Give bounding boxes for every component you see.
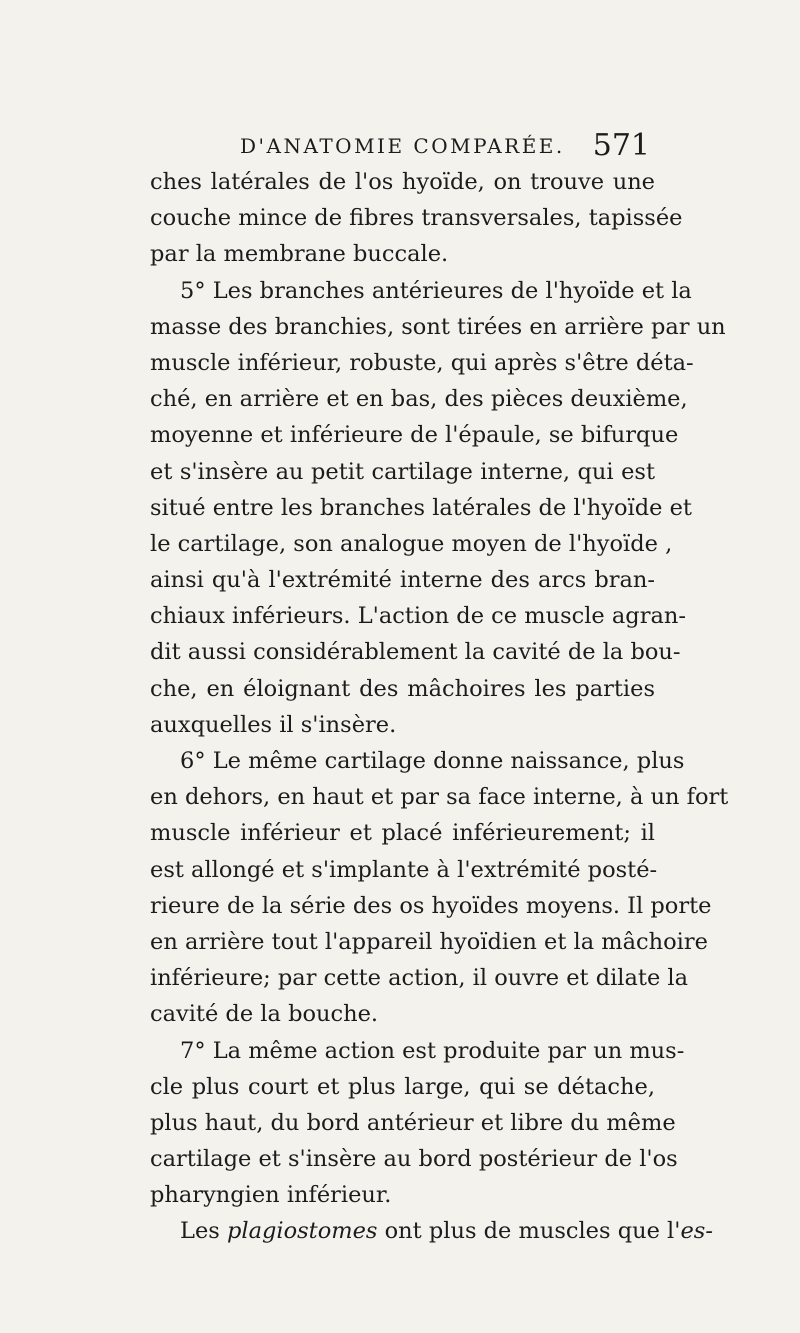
page-number: 571 xyxy=(592,128,650,163)
final-line-middle: ont plus de muscles que l' xyxy=(377,1218,681,1245)
text-line-20: est allongé et s'implante à l'extrémité posté- xyxy=(150,856,658,883)
text-line-8: moyenne et inférieure de l'épaule, se bifurque xyxy=(150,422,679,449)
text-line-10: situé entre les branches latérales de l'hyoïde et xyxy=(150,494,692,521)
text-line-23: inférieure; par cette action, il ouvre et dilate la xyxy=(150,965,689,992)
text-line-17: 6° Le même cartilage donne naissance, plus xyxy=(180,748,685,774)
text-line-6: muscle inférieur, robuste, qui après s'être déta- xyxy=(150,349,694,376)
text-line-19: muscle inférieur et placé inférieurement; il xyxy=(150,820,655,847)
text-line-14: dit aussi considérablement la cavité de la bou- xyxy=(150,639,681,666)
text-line-30 xyxy=(150,1213,713,1249)
final-line-prefix: Les xyxy=(180,1218,227,1245)
final-line-italic: plagiostomes xyxy=(226,1218,378,1245)
text-line-11: le cartilage, son analogue moyen de l'hyoïde , xyxy=(150,530,673,557)
text-line-28: cartilage et s'insère au bord postérieur de l'os xyxy=(150,1146,678,1173)
text-line-16: auxquelles il s'insère. xyxy=(150,711,397,738)
running-head-title: D'ANATOMIE COMPARÉE. xyxy=(240,134,565,158)
text-line-29: pharyngien inférieur. xyxy=(150,1182,392,1209)
text-line-27: plus haut, du bord antérieur et libre du même xyxy=(150,1109,676,1136)
final-line-italic-end: es- xyxy=(680,1218,713,1245)
text-line-18: en dehors, en haut et par sa face interne, à un fort xyxy=(150,784,729,811)
text-line-12: ainsi qu'à l'extrémité interne des arcs bran- xyxy=(150,567,655,594)
text-line-3: par la membrane buccale. xyxy=(150,241,449,268)
text-line-24: cavité de la bouche. xyxy=(150,1001,379,1028)
text-line-2: couche mince de fibres transversales, tapissée xyxy=(150,205,683,232)
text-line-15: che, en éloignant des mâchoires les parties xyxy=(150,675,655,702)
text-line-21: rieure de la série des os hyoïdes moyens. Il porte xyxy=(150,892,712,919)
text-line-7: ché, en arrière et en bas, des pièces deuxième, xyxy=(150,386,688,413)
text-line-26: cle plus court et plus large, qui se détache, xyxy=(150,1073,655,1100)
text-line-25: 7° La même action est produite par un mus- xyxy=(180,1037,685,1064)
text-line-1: ches latérales de l'os hyoïde, on trouve une xyxy=(150,169,655,195)
body-text xyxy=(150,164,729,1250)
running-head xyxy=(0,128,800,168)
text-line-5: masse des branchies, sont tirées en arrière par un xyxy=(150,313,726,340)
text-line-9: et s'insère au petit cartilage interne, qui est xyxy=(150,458,655,485)
text-line-13: chiaux inférieurs. L'action de ce muscle agran- xyxy=(150,603,686,630)
text-line-22: en arrière tout l'appareil hyoïdien et la mâchoire xyxy=(150,928,708,955)
text-line-4: 5° Les branches antérieures de l'hyoïde et la xyxy=(180,277,692,304)
